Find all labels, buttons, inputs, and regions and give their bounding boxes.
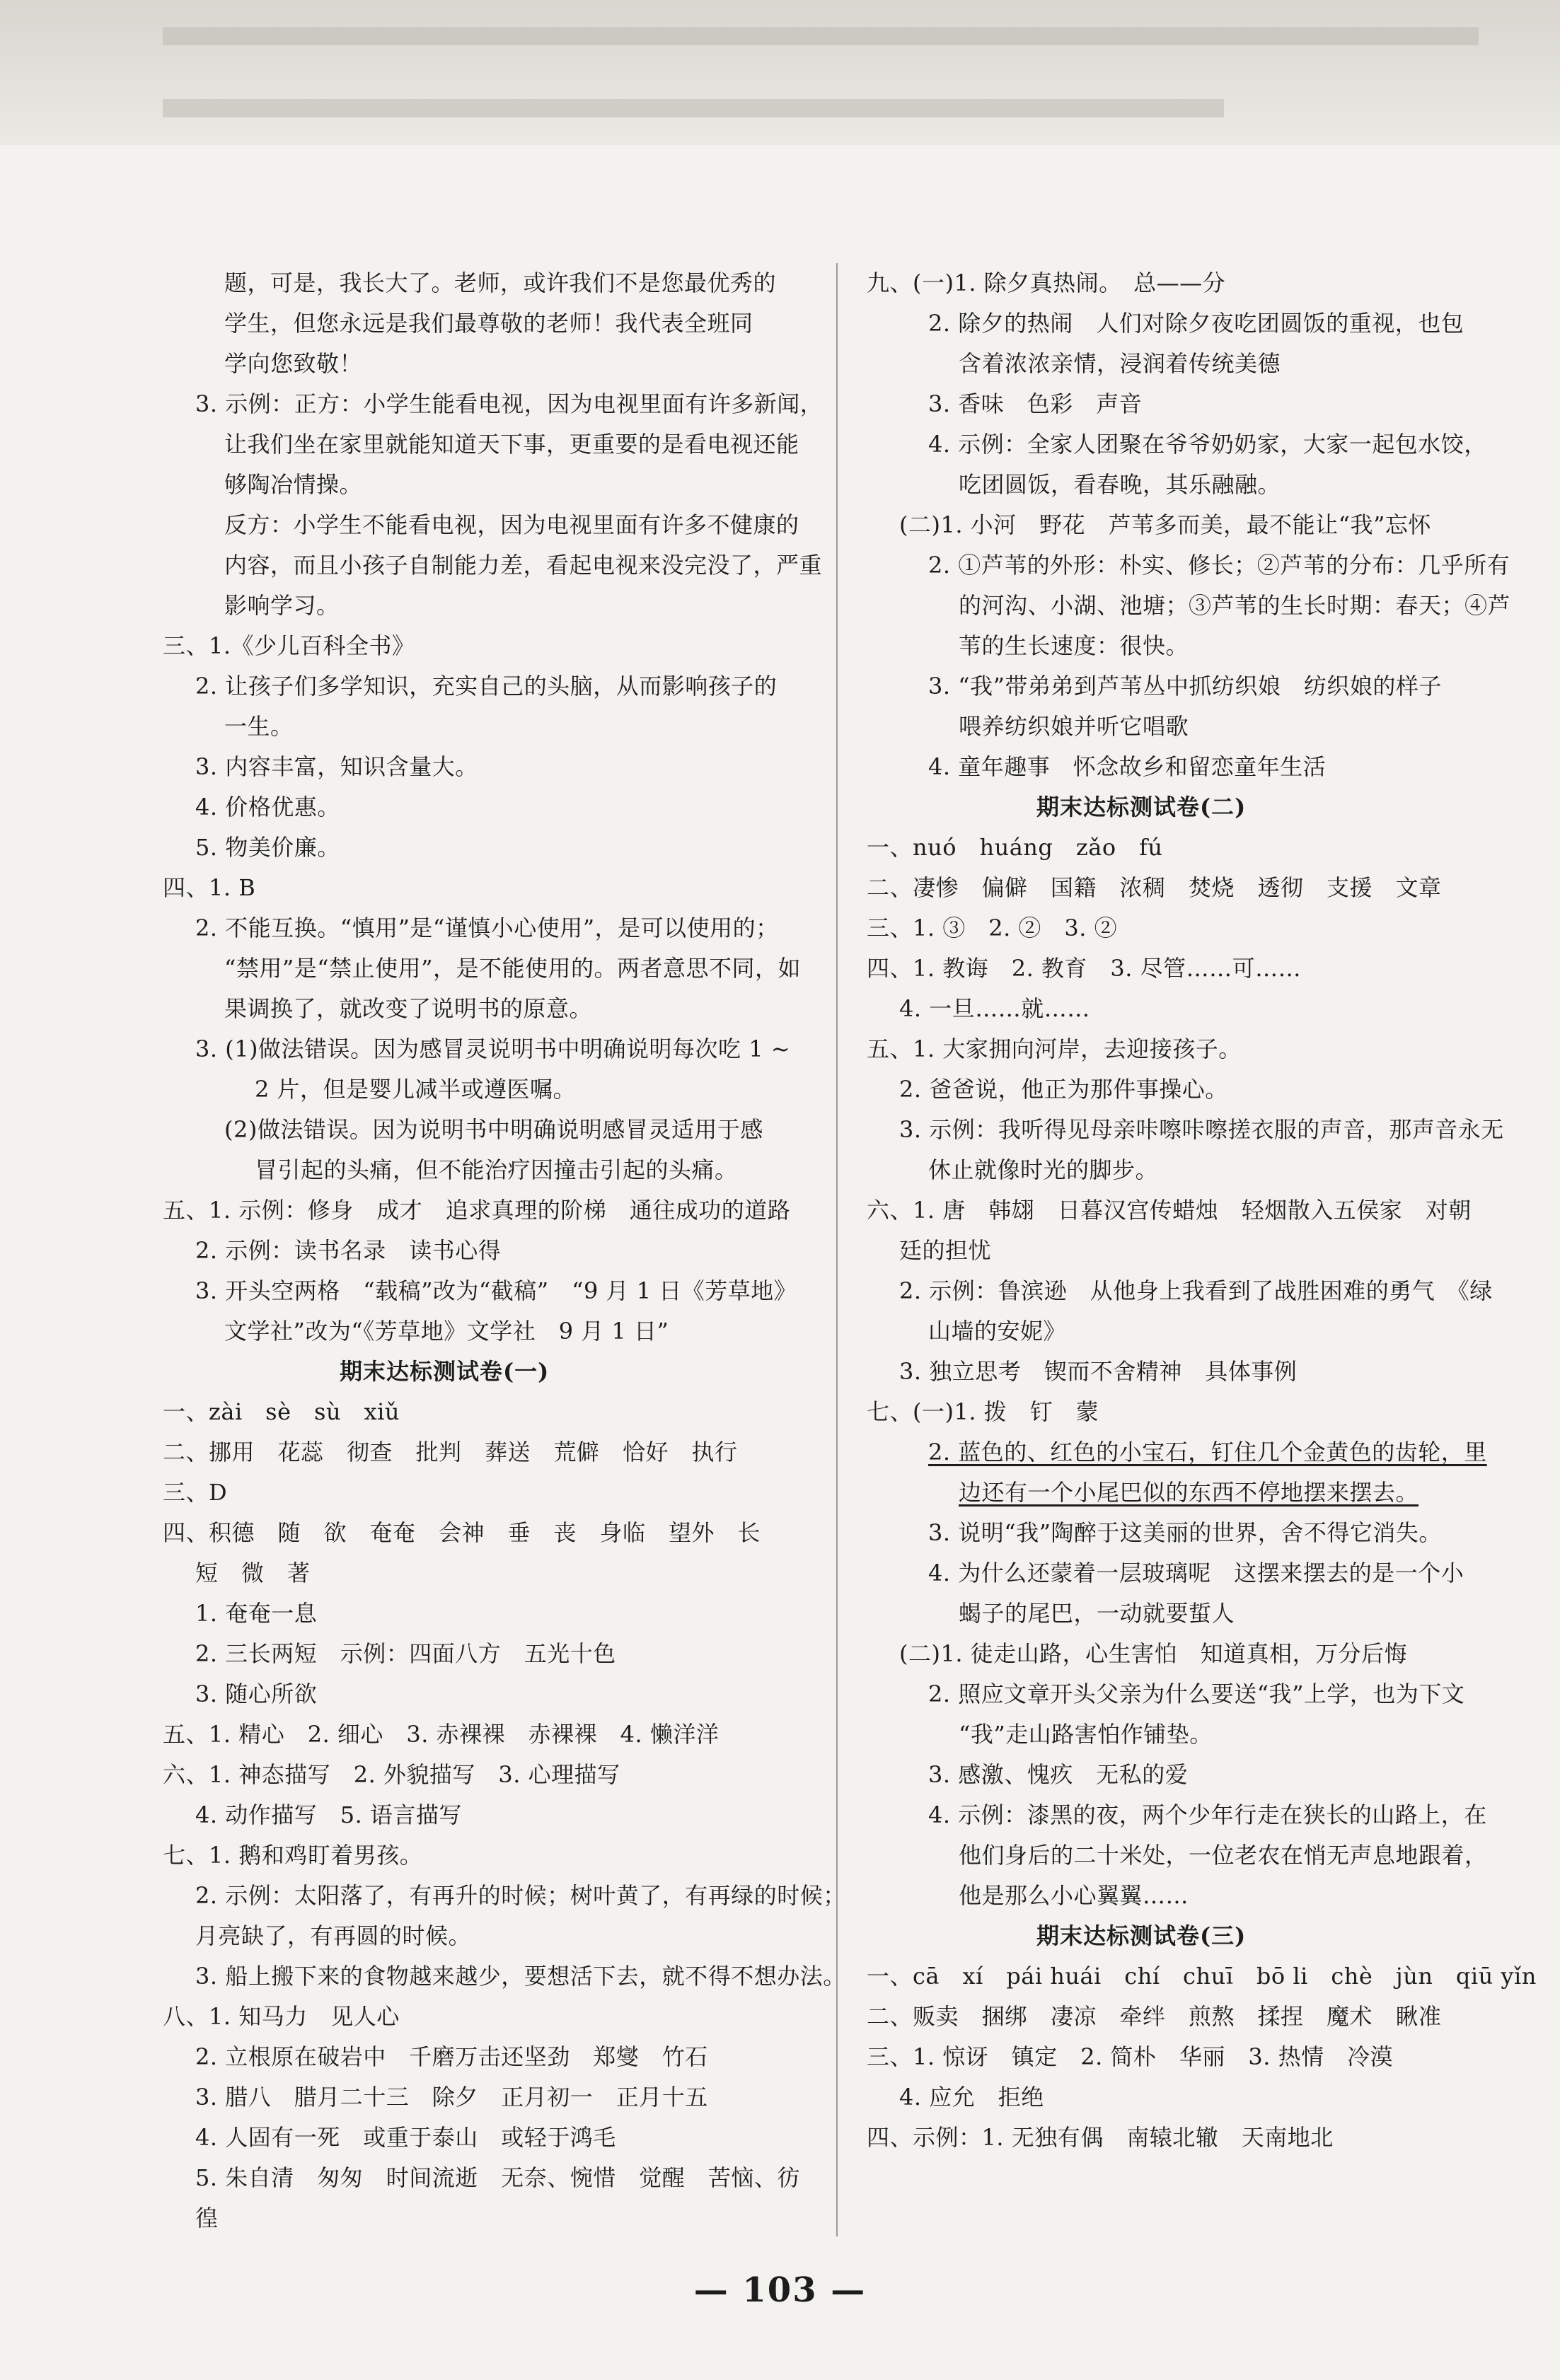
scan-header-band (0, 0, 1560, 145)
answer-line: 让我们坐在家里就能知道天下事，更重要的是看电视还能 (224, 431, 799, 458)
answer-line: 文学社”改为“《芳草地》文学社 9 月 1 日” (224, 1318, 669, 1345)
answer-line: 4. 动作描写 5. 语言描写 (195, 1801, 462, 1828)
answer-line: 3. 示例：我听得见母亲咔嚓咔嚓搓衣服的声音，那声音永无 (899, 1116, 1504, 1143)
answer-line: 苇的生长速度：很快。 (959, 632, 1189, 659)
answer-line: 2. 让孩子们多学知识，充实自己的头脑，从而影响孩子的 (195, 673, 778, 700)
answer-line: 一生。 (224, 713, 294, 740)
answer-line: 3. 感激、愧疚 无私的爱 (928, 1761, 1189, 1788)
answer-line: 1. 奄奄一息 (195, 1600, 318, 1627)
answer-line: “禁用”是“禁止使用”，是不能使用的。两者意思不同，如 (224, 955, 801, 982)
answer-line: 2. 示例：读书名录 读书心得 (195, 1237, 502, 1264)
answer-line: 3. 船上搬下来的食物越来越少，要想活下去，就不得不想办法。 (195, 1963, 846, 1990)
section-title: 期末达标测试卷(一) (340, 1358, 550, 1385)
answer-line: 徨 (195, 2205, 219, 2231)
answer-line: 月亮缺了，有再圆的时候。 (195, 1922, 472, 1949)
answer-line: (二)1. 徒走山路，心生害怕 知道真相，万分后悔 (899, 1640, 1408, 1667)
answer-line: 4. 童年趣事 怀念故乡和留恋童年生活 (928, 753, 1327, 780)
answer-line: “我”走山路害怕作铺垫。 (959, 1721, 1213, 1748)
answer-line: (2)做法错误。因为说明书中明确说明感冒灵适用于感 (224, 1116, 763, 1143)
answer-line: 影响学习。 (224, 592, 340, 619)
answer-line: 三、1. ③ 2. ② 3. ② (867, 915, 1118, 941)
answer-line: 2. 立根原在破岩中 千磨万击还坚劲 郑燮 竹石 (195, 2043, 708, 2070)
answer-line: 山墙的安妮》 (928, 1318, 1067, 1345)
answer-line: 3. (1)做法错误。因为感冒灵说明书中明确说明每次吃 1 ~ (195, 1035, 791, 1062)
answer-line: 3. 说明“我”陶醉于这美丽的世界，舍不得它消失。 (928, 1519, 1442, 1546)
answer-line: 4. 示例：全家人团聚在爷爷奶奶家，大家一起包水饺， (928, 431, 1487, 458)
answer-line: 2. 蓝色的、红色的小宝石，钉住几个金黄色的齿轮，里 (928, 1439, 1487, 1465)
answer-line: 含着浓浓亲情，浸润着传统美德 (959, 350, 1281, 377)
answer-line: 4. 示例：漆黑的夜，两个少年行走在狭长的山路上，在 (928, 1801, 1487, 1828)
answer-line: 五、1. 精心 2. 细心 3. 赤裸裸 赤裸裸 4. 懒洋洋 (163, 1721, 720, 1748)
answer-line: 休止就像时光的脚步。 (928, 1156, 1159, 1183)
answer-line: 5. 物美价廉。 (195, 834, 340, 861)
answer-line: 果调换了，就改变了说明书的原意。 (224, 995, 593, 1022)
answer-line: 3. 香味 色彩 声音 (928, 390, 1143, 417)
answer-line: 吃团圆饭，看春晚，其乐融融。 (959, 471, 1281, 498)
answer-line: 3. 独立思考 锲而不舍精神 具体事例 (899, 1358, 1298, 1385)
answer-line: 2 片，但是婴儿减半或遵医嘱。 (255, 1076, 577, 1103)
answer-line: 七、(一)1. 拨 钉 蒙 (867, 1398, 1099, 1425)
answer-line: 二、凄惨 偏僻 国籍 浓稠 焚烧 透彻 支援 文章 (867, 874, 1442, 901)
answer-line: 题，可是，我长大了。老师，或许我们不是您最优秀的 (224, 269, 777, 296)
answer-line: 2. 不能互换。“慎用”是“谨慎小心使用”，是可以使用的； (195, 915, 779, 941)
answer-line: 三、1.《少儿百科全书》 (163, 632, 415, 659)
answer-line: 四、示例：1. 无独有偶 南辕北辙 天南地北 (867, 2124, 1334, 2151)
section-title: 期末达标测试卷(二) (1036, 794, 1247, 820)
answer-line: 四、1. B (163, 874, 256, 901)
answer-line: 4. 人固有一死 或重于泰山 或轻于鸿毛 (195, 2124, 616, 2151)
answer-line: 二、挪用 花蕊 彻查 批判 葬送 荒僻 恰好 执行 (163, 1439, 738, 1465)
answer-line: 三、1. 惊讶 镇定 2. 简朴 华丽 3. 热情 冷漠 (867, 2043, 1394, 2070)
answer-line: 4. 价格优惠。 (195, 794, 340, 820)
answer-line: 二、贩卖 捆绑 凄凉 牵绊 煎熬 揉捏 魔术 瞅准 (867, 2003, 1442, 2030)
answer-line: 2. 爸爸说，他正为那件事操心。 (899, 1076, 1228, 1103)
answer-line: 的河沟、小湖、池塘；③芦苇的生长时期：春天；④芦 (959, 592, 1511, 619)
answer-line: 喂养纺织娘并听它唱歌 (959, 713, 1189, 740)
answer-line: 八、1. 知马力 见人心 (163, 2003, 400, 2030)
answer-line: 2. 示例：太阳落了，有再升的时候；树叶黄了，有再绿的时候； (195, 1882, 846, 1909)
answer-line: 他是那么小心翼翼…… (959, 1882, 1189, 1909)
answer-line: 4. 为什么还蒙着一层玻璃呢 这摆来摆去的是一个小 (928, 1560, 1464, 1586)
answer-line: 3. 随心所欲 (195, 1680, 318, 1707)
answer-line: 他们身后的二十米处，一位老农在悄无声息地跟着， (959, 1842, 1488, 1869)
answer-line: 三、D (163, 1479, 228, 1506)
answer-line: 3. 示例：正方：小学生能看电视，因为电视里面有许多新闻， (195, 390, 824, 417)
answer-line: 边还有一个小尾巴似的东西不停地摆来摆去。 (959, 1479, 1419, 1506)
answer-line: 2. 除夕的热闹 人们对除夕夜吃团圆饭的重视，也包 (928, 310, 1464, 337)
answer-line: 五、1. 大家拥向河岸，去迎接孩子。 (867, 1035, 1242, 1062)
answer-line: 九、(一)1. 除夕真热闹。 总——分 (867, 269, 1226, 296)
section-title: 期末达标测试卷(三) (1036, 1922, 1247, 1949)
answer-line: 一、cā xí pái huái chí chuī bō li chè jùn qiū yǐn (867, 1963, 1537, 1990)
answer-line: 5. 朱自清 匆匆 时间流逝 无奈、惋惜 觉醒 苦恼、彷 (195, 2164, 800, 2191)
answer-line: 四、积德 随 欲 奄奄 会神 垂 丧 身临 望外 长 (163, 1519, 761, 1546)
answer-line: 2. 照应文章开头父亲为什么要送“我”上学，也为下文 (928, 1680, 1465, 1707)
answer-line: 廷的担忧 (899, 1237, 992, 1264)
answer-line: 冒引起的头痛，但不能治疗因撞击引起的头痛。 (255, 1156, 738, 1183)
answer-line: 够陶冶情操。 (224, 471, 363, 498)
answer-line: 3. “我”带弟弟到芦苇丛中抓纺织娘 纺织娘的样子 (928, 673, 1442, 700)
answer-line: 3. 腊八 腊月二十三 除夕 正月初一 正月十五 (195, 2084, 708, 2111)
answer-line: 七、1. 鹅和鸡盯着男孩。 (163, 1842, 423, 1869)
answer-line: 3. 内容丰富，知识含量大。 (195, 753, 478, 780)
answer-line: 反方：小学生不能看电视，因为电视里面有许多不健康的 (224, 511, 799, 538)
answer-line: 学向您致敬！ (224, 350, 363, 377)
answer-line: 2. 三长两短 示例：四面八方 五光十色 (195, 1640, 616, 1667)
answer-line: 一、zài sè sù xiǔ (163, 1398, 400, 1425)
answer-line: 2. ①芦苇的外形：朴实、修长；②芦苇的分布：几乎所有 (928, 552, 1510, 579)
answer-line: (二)1. 小河 野花 芦苇多而美，最不能让“我”忘怀 (899, 511, 1431, 538)
answer-line: 四、1. 教诲 2. 教育 3. 尽管……可…… (867, 955, 1302, 982)
answer-line: 短 微 著 (195, 1560, 311, 1586)
answer-line: 学生，但您永远是我们最尊敬的老师！我代表全班同 (224, 310, 753, 337)
answer-line: 蝎子的尾巴，一动就要蜇人 (959, 1600, 1235, 1627)
answer-line: 五、1. 示例：修身 成才 追求真理的阶梯 通往成功的道路 (163, 1197, 791, 1224)
answer-line: 3. 开头空两格 “载稿”改为“截稿” “9 月 1 日《芳草地》 (195, 1277, 797, 1304)
answer-line: 六、1. 神态描写 2. 外貌描写 3. 心理描写 (163, 1761, 620, 1788)
blurred-header-stripe (163, 99, 1224, 117)
answer-line: 一、nuó huáng zǎo fú (867, 834, 1163, 861)
answer-line: 4. 一旦……就…… (899, 995, 1090, 1022)
answer-line: 2. 示例：鲁滨逊 从他身上我看到了战胜困难的勇气 《绿 (899, 1277, 1493, 1304)
page-number: — 103 — (693, 2270, 867, 2310)
blurred-header-stripe (163, 27, 1479, 45)
answer-line: 内容，而且小孩子自制能力差，看起电视来没完没了，严重 (224, 552, 823, 579)
column-divider (836, 263, 838, 2236)
answer-line: 六、1. 唐 韩翃 日暮汉宫传蜡烛 轻烟散入五侯家 对朝 (867, 1197, 1472, 1224)
answer-line: 4. 应允 拒绝 (899, 2084, 1044, 2111)
